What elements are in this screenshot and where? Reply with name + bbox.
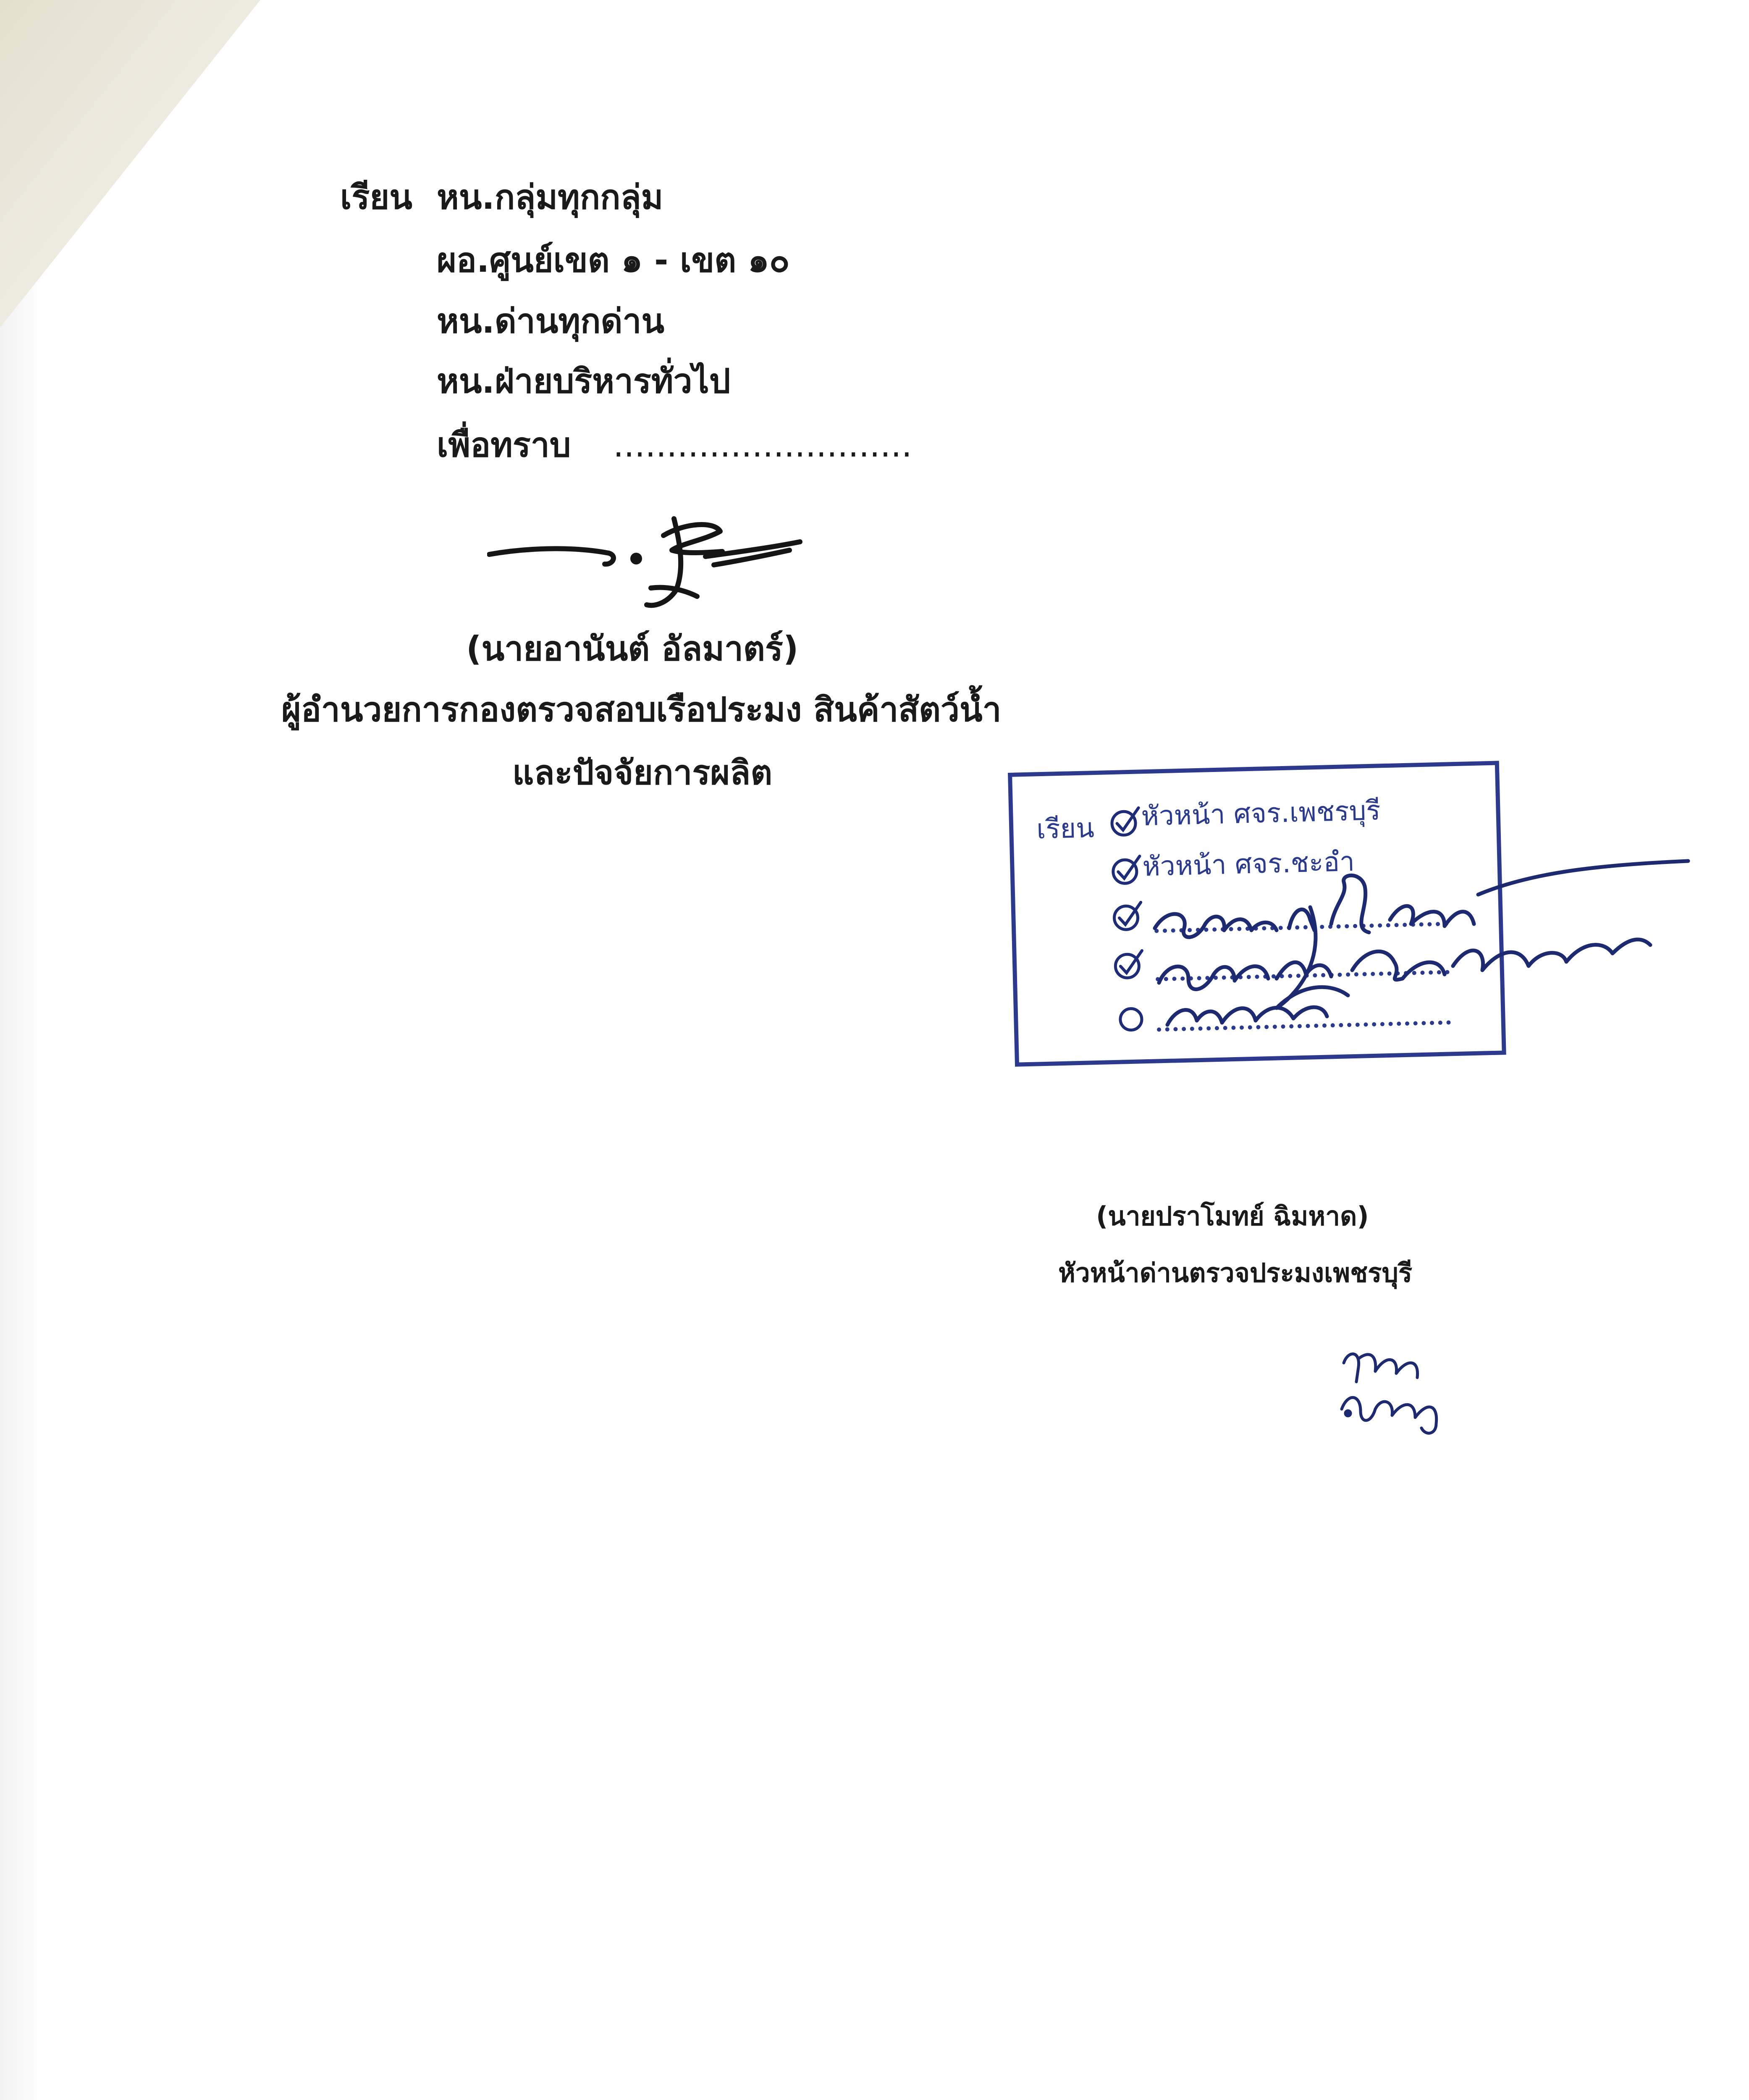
page-corner-fold [0,0,269,336]
recipient-line-1: หน.กลุ่มทุกกลุ่ม [437,178,663,217]
director-name: (นายอานันต์ อัลมาตร์) [466,629,799,668]
recipient-label: เรียน [340,178,412,217]
stamp-item-1: หัวหน้า ศจร.เพชรบุรี [1141,795,1381,832]
recipient-line-5: เพื่อทราบ [437,425,571,465]
recipient-blank: ............................ [613,425,913,465]
director-title-line-1: ผู้อำนวยการกองตรวจสอบเรือประมง สินค้าสัตว์น้ำ [281,690,1002,729]
recipient-line-2: ผอ.ศูนย์เขต ๑ - เขต ๑๐ [437,241,790,280]
director-title-line-2: และปัจจัยการผลิต [512,753,773,792]
signature-director [487,506,806,615]
unchecked-circle-icon [1119,1007,1143,1032]
checkmark-icon [1111,948,1145,982]
recipient-line-3: หน.ด่านทุกด่าน [437,302,665,341]
inspector-name: (นายปราโมทย์ ฉิมหาด) [1096,1201,1369,1231]
stamp-item-2: หัวหน้า ศจร.ชะอำ [1142,846,1355,883]
checkmark-icon [1110,900,1144,934]
handwritten-annotation [1151,857,1697,1033]
checkmark-icon [1109,853,1143,888]
inspector-title: หัวหน้าด่านตรวจประมงเพชรบุรี [1058,1257,1413,1288]
checkmark-icon [1107,805,1142,840]
recipient-line-4: หน.ฝ่ายบริหารทั่วไป [437,362,731,401]
handwritten-note [1335,1342,1445,1451]
stamp-label: เรียน [1036,813,1095,845]
